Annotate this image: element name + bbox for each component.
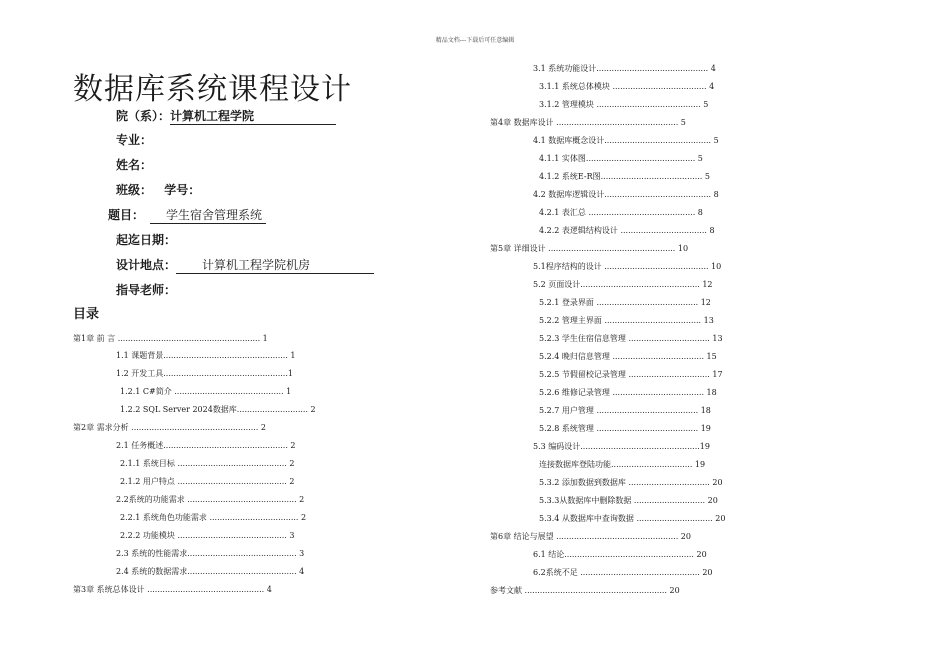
toc-entry: 4.1.1 实体图........................................... 5: [539, 154, 703, 163]
toc-entry: 5.2.4 晚归信息管理 .................................... 15: [539, 352, 717, 361]
major-field: [116, 131, 152, 148]
toc-entry: 3.1.1 系统总体模块 ..................................... 4: [539, 82, 715, 91]
toc-entry: 第3章 系统总体设计 .............................................. 4: [73, 585, 272, 594]
toc-entry: 2.1.2 用户特点 ........................................... 2: [120, 477, 295, 486]
toc-entry: 1.1 课题背景................................................. 1: [116, 351, 296, 360]
toc-entry: 5.2.7 用户管理 ........................................ 18: [539, 406, 711, 415]
topic-field: [108, 206, 266, 224]
toc-entry: 参考文献 ........................................................ 20: [490, 586, 680, 595]
toc-entry: 4.2.2 表逻辑结构设计 .................................. 8: [539, 226, 715, 235]
dates-field: [116, 231, 176, 248]
toc-entry: 2.1.1 系统目标 ........................................... 2: [120, 459, 295, 468]
toc-entry: 1.2 开发工具.................................................1: [116, 369, 293, 378]
college-field: [116, 107, 336, 125]
toc-entry: 2.2系统的功能需求 ........................................... 2: [116, 495, 305, 504]
toc-entry: 5.3 编码设计...............................................19: [533, 442, 710, 451]
toc-entry: 6.1 结论................................................... 20: [533, 550, 707, 559]
toc-entry: 第1章 前 言 ........................................................ 1: [73, 334, 268, 343]
toc-entry: 第6章 结论与展望 ................................................ 20: [490, 532, 691, 541]
page-header-note: 精品文档---下载后可任意编辑: [435, 37, 515, 44]
name-label: 姓名：: [116, 158, 153, 172]
toc-entry: 4.2 数据库逻辑设计.......................................... 8: [533, 190, 719, 199]
toc-entry: 第2章 需求分析 .................................................. 2: [73, 423, 266, 432]
advisor-field: [116, 281, 176, 298]
toc-entry: 5.2.2 管理主界面 ...................................... 13: [539, 316, 714, 325]
toc-entry: 4.1 数据库概念设计.......................................... 5: [533, 136, 719, 145]
topic-label: 题目：: [108, 208, 145, 222]
toc-entry: 5.3.2 添加数据到数据库 ................................ 20: [539, 478, 723, 487]
toc-entry: 5.2 页面设计............................................... 12: [533, 280, 713, 289]
toc-entry: 2.2.2 功能模块 ........................................... 3: [120, 531, 295, 540]
name-field: [116, 156, 152, 173]
toc-entry: 5.2.1 登录界面 ........................................ 12: [539, 298, 711, 307]
toc-entry: 2.2.1 系统角色功能需求 ................................... 2: [120, 513, 307, 522]
toc-entry: 6.2系统不足 ............................................... 20: [533, 568, 713, 577]
toc-heading: 目录: [73, 307, 100, 322]
toc-entry: 5.1程序结构的设计 ......................................... 10: [533, 262, 722, 271]
college-label: 院（系）：: [116, 109, 171, 123]
toc-entry: 1.2.1 C#简介 ........................................... 1: [120, 387, 292, 396]
toc-entry: 5.2.6 维修记录管理 .................................... 18: [539, 388, 717, 397]
toc-entry: 3.1.2 管理模块 ......................................... 5: [539, 100, 709, 109]
topic-value: 学生宿舍管理系统: [150, 206, 266, 224]
toc-entry: 5.2.3 学生住宿信息管理 ................................ 13: [539, 334, 723, 343]
advisor-label: 指导老师：: [116, 283, 177, 297]
toc-entry: 5.2.5 节假留校记录管理 ................................ 17: [539, 370, 723, 379]
toc-entry: 3.1 系统功能设计............................................ 4: [533, 64, 716, 73]
toc-entry: 1.2.2 SQL Server 2024数据库............................ 2: [120, 405, 316, 414]
toc-entry: 连接数据库登陆功能................................ 19: [539, 460, 706, 469]
toc-entry: 2.3 系统的性能需求........................................... 3: [116, 549, 305, 558]
location-value: 计算机工程学院机房: [176, 256, 374, 274]
location-label: 设计地点：: [116, 258, 177, 272]
toc-entry: 5.2.8 系统管理 ........................................ 19: [539, 424, 711, 433]
dates-label: 起迄日期：: [116, 233, 177, 247]
major-label: 专业：: [116, 133, 153, 147]
toc-entry: 4.2.1 表汇总 .......................................... 8: [539, 208, 703, 217]
toc-entry: 第4章 数据库设计 ................................................ 5: [490, 118, 686, 127]
location-field: [116, 256, 374, 274]
toc-entry: 5.3.4 从数据库中查询数据 .............................. 20: [539, 514, 726, 523]
toc-entry: 2.4 系统的数据需求........................................... 4: [116, 567, 305, 576]
class-label: 班级：: [116, 183, 153, 197]
toc-entry: 2.1 任务概述................................................. 2: [116, 441, 296, 450]
toc-entry: 5.3.3从数据库中删除数据 ............................ 20: [539, 496, 718, 505]
toc-entry: 第5章 详细设计 .................................................. 10: [490, 244, 689, 253]
toc-entry: 4.1.2 系统E-R图........................................ 5: [539, 172, 710, 181]
document-title: 数据库系统课程设计: [73, 72, 352, 107]
class-field: [116, 181, 200, 198]
student-id-label: 学号：: [164, 183, 201, 197]
college-value: 计算机工程学院: [170, 107, 336, 125]
